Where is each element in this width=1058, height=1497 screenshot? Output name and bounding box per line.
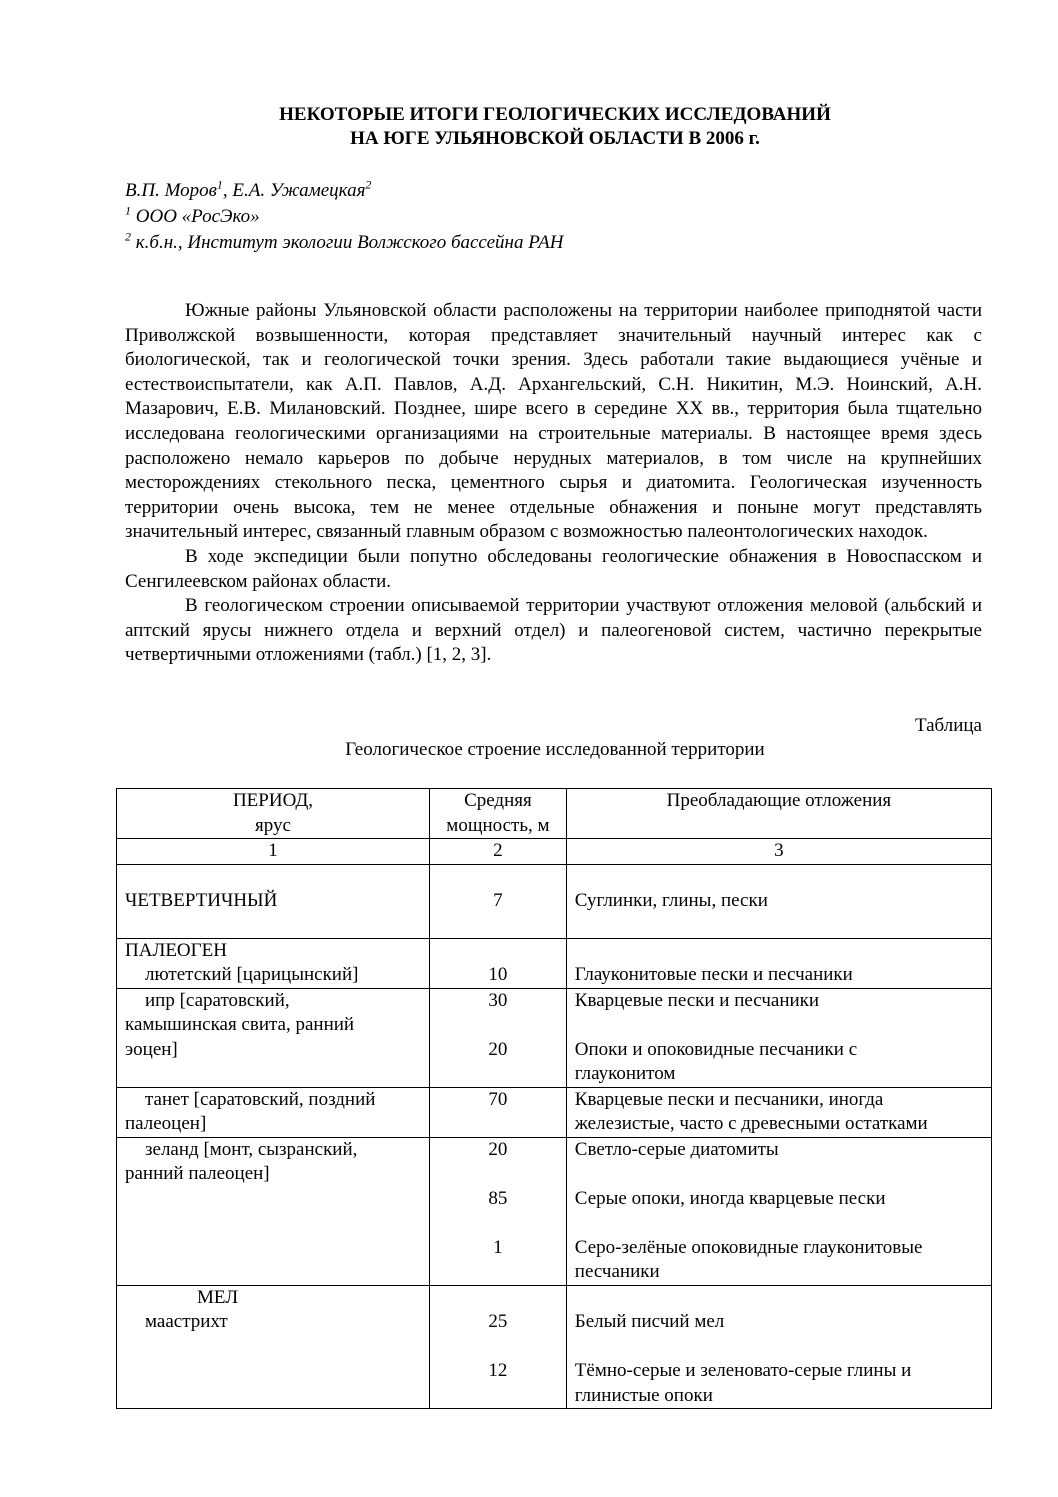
cell-thickness [430,938,567,988]
cell-period [117,938,430,988]
cell-deposits [566,1087,991,1137]
deposits-text: Белый писчий мел [574,1311,725,1332]
deposits-text-cont: глинистые опоки [574,1384,713,1406]
author-1: В.П. Моров [125,180,217,201]
header-deposits-text: Преобладающие отложения [666,790,892,811]
geology-table [116,788,992,1409]
paragraph-3: В геологическом строении описываемой территории участвуют отложения меловой (альбский и аптский ярусы нижнего отдела и верхний отдел) и палеогеновой систем, частично перекрытые четвертичными отложениями (табл.) [1, 2, 3]. [125,595,982,666]
stage-name: маастрихт [145,1311,228,1332]
header-period-line-1: ПЕРИОД, [232,790,314,811]
stage-name: ипр [саратовский, [145,989,290,1011]
thickness-value: 10 [488,964,508,985]
deposits-text: Кварцевые пески и песчаники [574,989,820,1011]
table-row [117,1285,992,1409]
article-title [120,103,990,151]
affiliation-1-text: ООО «РосЭко» [131,206,260,227]
table-header-row [117,789,992,839]
authors-block [125,178,564,256]
cell-thickness [430,1285,567,1409]
author-2-sup: 2 [365,177,372,192]
deposits-text: Серые опоки, иногда кварцевые пески [574,1187,886,1209]
deposits-text: Кварцевые пески и песчаники, иногда [574,1088,884,1110]
header-thickness [430,789,567,839]
affiliation-1-sup: 1 [125,203,131,218]
period-name: МЕЛ [197,1286,239,1308]
thickness-value: 30 [488,989,508,1011]
header-period-line-2: ярус [255,814,291,836]
paragraph-2: В ходе экспедиции были попутно обследованы геологические обнажения в Новоспасском и Сенгилеевском районах области. [125,545,982,592]
deposits-text: Опоки и опоковидные песчаники с [574,1038,858,1060]
title-line-2: НА ЮГЕ УЛЬЯНОВСКОЙ ОБЛАСТИ В 2006 г. [350,128,760,149]
stage-name: зеланд [монт, сызранский, [145,1138,358,1160]
cell-period [117,1137,430,1285]
deposits-text: Тёмно-серые и зеленовато-серые глины и [574,1360,912,1381]
stage-name-cont: ранний палеоцен] [125,1163,270,1184]
cell-period [117,988,430,1087]
table-row [117,938,992,988]
table-label: Таблица [914,715,982,736]
affiliation-1 [125,204,564,230]
cell-deposits [566,1285,991,1409]
cell-thickness: 7 [430,864,567,938]
table-row [117,988,992,1087]
col-number-1: 1 [117,839,430,865]
cell-deposits [566,938,991,988]
affiliation-2-sup: 2 [125,229,131,244]
period-name: ПАЛЕОГЕН [125,939,227,961]
title-line-1: НЕКОТОРЫЕ ИТОГИ ГЕОЛОГИЧЕСКИХ ИССЛЕДОВАНИЙ [279,104,831,125]
thickness-value: 20 [488,1038,508,1060]
thickness-value: 12 [488,1360,508,1381]
affiliation-2-text: к.б.н., Институт экологии Волжского бассейна РАН [131,232,564,253]
deposits-text-cont: глауконитом [574,1063,676,1084]
table-row [117,1137,992,1285]
paragraph-1: Южные районы Ульяновской области расположены на территории наиболее приподнятой части Приволжской возвышенности, которая представляет значительный научный интерес как с биологической, так и геологической точки зрения. Здесь работали такие выдающиеся учёные и естествоиспытатели, как А.П. Павлов, А.Д. Архангельский, С.Н. Никитин, М.Э. Ноинский, А.Н. Мазарович, Е.В. Милановский. Позднее, шире всего в середине ХХ вв., территория была тщательно исследована геологическими организациями на строительные материалы. В настоящее время здесь расположено немало карьеров по добыче нерудных материалов, в том числе на крупнейших месторождениях стекольного песка, цементного сырья и диатомита. Геологическая изученность территории очень высока, тем не менее отдельные обнажения и поныне могут представлять значительный интерес, связанный главным образом с возможностью палеонтологических находок. [125,300,982,543]
author-separator: , [222,180,233,201]
deposits-text-cont: песчаники [574,1261,660,1282]
author-1-sup: 1 [216,177,223,192]
cell-deposits [566,1137,991,1285]
thickness-value: 1 [493,1236,503,1258]
cell-thickness [430,1137,567,1285]
cell-period [117,1087,430,1137]
table-row [117,864,992,938]
cell-period: ЧЕТВЕРТИЧНЫЙ [117,864,430,938]
cell-thickness [430,1087,567,1137]
deposits-text: Светло-серые диатомиты [574,1138,779,1160]
header-thickness-line-1: Средняя [464,790,532,811]
header-deposits [566,789,991,839]
thickness-value: 85 [488,1187,508,1209]
stage-name-cont: камышинская свита, ранний [125,1014,355,1035]
table-number-row [117,839,992,865]
thickness-value: 25 [488,1311,508,1332]
thickness-value: 70 [488,1088,508,1110]
table-caption: Геологическое строение исследованной территории [345,739,765,760]
stage-name: танет [саратовский, поздний [145,1088,376,1110]
author-2: Е.А. Ужамецкая [232,180,366,201]
cell-thickness [430,988,567,1087]
deposits-text-cont: железистые, часто с древесными остатками [574,1113,928,1134]
header-period [117,789,430,839]
thickness-value: 20 [488,1138,508,1160]
body-text [125,299,982,668]
deposits-text: Серо-зелёные опоковидные глауконитовые [574,1236,923,1258]
cell-deposits [566,988,991,1087]
table-row [117,1087,992,1137]
stage-name-cont: эоцен] [125,1038,178,1060]
col-number-2: 2 [430,839,567,865]
cell-deposits: Суглинки, глины, пески [566,864,991,938]
col-number-3: 3 [566,839,991,865]
stage-name-cont: палеоцен] [125,1113,207,1134]
affiliation-2 [125,230,564,256]
deposits-text: Глауконитовые пески и песчаники [574,964,853,985]
cell-period [117,1285,430,1409]
stage-name: лютетский [царицынский] [145,964,359,985]
header-thickness-line-2: мощность, м [446,814,550,836]
author-line [125,178,564,204]
